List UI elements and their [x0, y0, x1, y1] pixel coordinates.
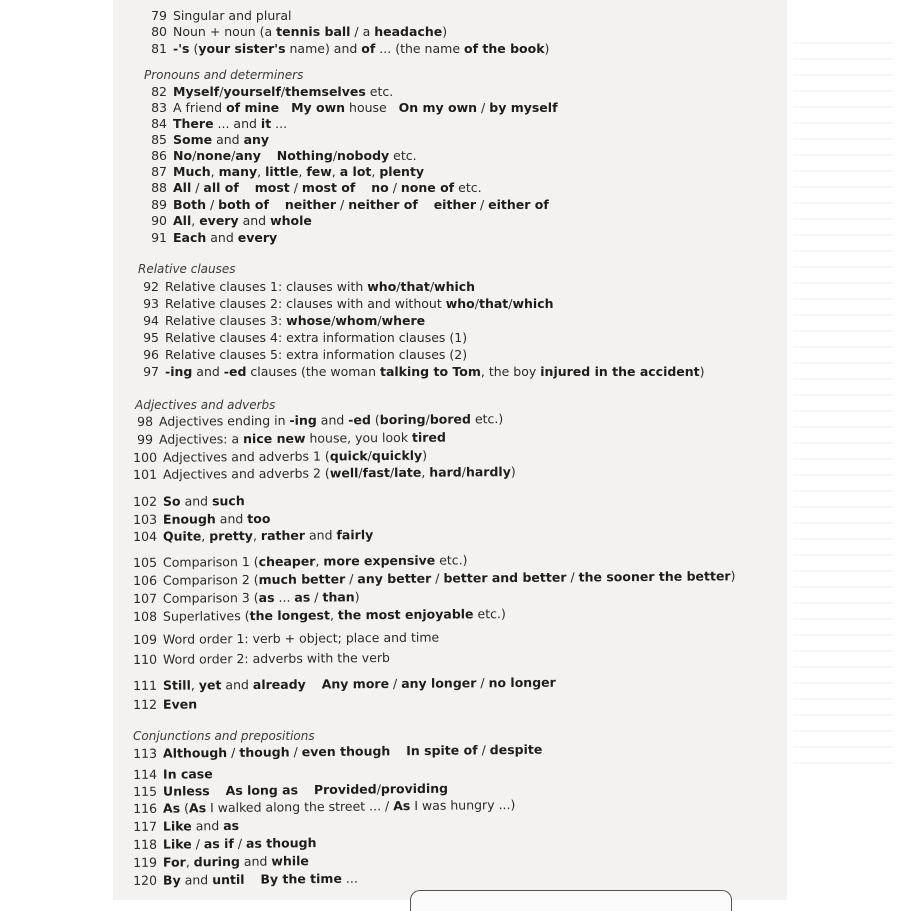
unit-entry	[142, 296, 554, 311]
unit-number: 82	[151, 84, 167, 99]
unit-entry	[150, 180, 482, 195]
unit-entry	[132, 696, 197, 712]
unit-entry	[136, 411, 503, 429]
unit-entry	[132, 835, 317, 852]
unit-title: As (As I walked along the street ... / As I was hungry ...)	[162, 796, 516, 816]
unit-number: 83	[151, 100, 167, 115]
unit-number: 93	[143, 296, 159, 311]
unit-title: All, every and whole	[173, 213, 312, 228]
unit-number: 96	[143, 347, 159, 362]
section-title: Relative clauses	[138, 262, 236, 276]
unit-number: 79	[151, 8, 167, 23]
unit-title: Some and any	[173, 132, 270, 147]
unit-entry	[150, 132, 269, 147]
unit-title: Both / both of neither / neither of either / either of	[173, 197, 549, 212]
unit-number: 111	[133, 677, 158, 693]
unit-title: Adjectives: a nice new house, you look tired	[158, 429, 446, 447]
unit-number: 99	[137, 431, 154, 447]
unit-entry	[132, 853, 309, 870]
unit-number: 88	[151, 180, 167, 195]
unit-entry	[132, 650, 390, 667]
unit-title: No/none/any Nothing/nobody etc.	[173, 148, 417, 163]
unit-title: Adjectives and adverbs 2 (well/fast/late, hard/hardly)	[162, 463, 516, 482]
unit-entry	[150, 164, 424, 179]
unit-title: Although / though / even though In spite of / despite	[162, 741, 543, 761]
unit-title: Unless As long as Provided/providing	[162, 780, 449, 799]
unit-number: 84	[151, 116, 167, 131]
unit-number: 98	[137, 413, 154, 429]
unit-entry	[136, 430, 446, 447]
unit-entry	[150, 148, 417, 163]
unit-entry	[132, 527, 373, 544]
unit-number: 94	[143, 313, 159, 328]
unit-entry	[132, 552, 468, 570]
unit-number: 80	[151, 24, 167, 39]
unit-title: Like and as	[162, 817, 240, 834]
section-title: Pronouns and determiners	[144, 68, 304, 82]
unit-title: Even	[162, 696, 198, 712]
unit-number: 112	[133, 696, 158, 712]
unit-entry	[132, 630, 439, 647]
unit-number: 118	[133, 836, 158, 852]
unit-title: There ... and it ...	[173, 116, 288, 131]
unit-entry	[150, 84, 393, 99]
unit-title: Myself/yourself/themselves etc.	[173, 84, 394, 99]
unit-entry	[150, 197, 549, 212]
unit-title: Adjectives ending in -ing and -ed (boring/bored etc.)	[158, 411, 504, 429]
unit-entry	[150, 41, 549, 56]
unit-entry	[132, 818, 239, 834]
unit-title: Enough and too	[162, 510, 271, 527]
unit-number: 86	[151, 148, 167, 163]
unit-title: So and such	[162, 493, 245, 509]
unit-title: Word order 1: verb + object; place and time	[162, 629, 440, 647]
unit-title: Quite, pretty, rather and fairly	[162, 527, 374, 544]
unit-entry	[142, 330, 467, 345]
unit-title: -ing and -ed clauses (the woman talking to Tom, the boy injured in the accident)	[165, 364, 705, 379]
unit-number: 89	[151, 197, 167, 212]
unit-title: A friend of mine My own house On my own / by myself	[173, 100, 558, 115]
unit-entry	[132, 606, 506, 624]
section-title: Adjectives and adverbs	[135, 398, 276, 412]
unit-number: 120	[133, 872, 158, 888]
unit-entry	[150, 213, 312, 228]
unit-entry	[150, 24, 447, 39]
unit-title: Word order 2: adverbs with the verb	[162, 649, 390, 667]
unit-number: 108	[133, 608, 158, 624]
unit-number: 103	[133, 511, 158, 527]
unit-number: 116	[133, 800, 158, 816]
unit-title: -'s (your sister's name) and of ... (the name of the book)	[173, 41, 550, 56]
bleed-through-text	[793, 28, 893, 768]
section-title: Conjunctions and prepositions	[133, 729, 315, 743]
unit-title: Adjectives and adverbs 1 (quick/quickly)	[162, 447, 428, 465]
unit-number: 109	[133, 631, 158, 647]
unit-number: 100	[133, 449, 158, 465]
unit-number: 91	[151, 230, 167, 245]
unit-entry	[132, 448, 427, 465]
unit-entry	[150, 100, 558, 115]
unit-title: Comparison 1 (cheaper, more expensive etc.)	[162, 552, 468, 570]
unit-entry	[142, 279, 475, 294]
unit-number: 102	[133, 493, 158, 509]
unit-number: 119	[133, 854, 158, 870]
unit-number: 87	[151, 164, 167, 179]
page-tab	[410, 890, 732, 911]
unit-number: 101	[133, 466, 158, 482]
unit-title: In case	[162, 766, 213, 782]
unit-entry	[132, 871, 358, 888]
unit-title: All / all of most / most of no / none of etc.	[173, 180, 482, 195]
unit-number: 114	[133, 766, 158, 782]
unit-entry	[142, 347, 467, 362]
unit-title: Comparison 2 (much better / any better / better and better / the sooner the better)	[162, 568, 736, 588]
unit-title: Still, yet and already Any more / any longer / no longer	[162, 674, 556, 693]
unit-number: 90	[151, 213, 167, 228]
unit-entry	[150, 230, 277, 245]
unit-title: Relative clauses 4: extra information clauses (1)	[165, 330, 468, 345]
unit-number: 81	[151, 41, 167, 56]
unit-entry	[142, 364, 705, 379]
unit-number: 106	[133, 572, 158, 588]
unit-title: Comparison 3 (as ... as / than)	[162, 589, 360, 606]
unit-entry	[132, 589, 360, 606]
unit-entry	[142, 313, 425, 328]
unit-number: 113	[133, 745, 158, 761]
unit-number: 92	[143, 279, 159, 294]
unit-entry	[150, 8, 292, 23]
unit-number: 115	[133, 783, 158, 799]
unit-entry	[132, 464, 516, 482]
unit-number: 104	[133, 528, 158, 544]
unit-title: By and until By the time ...	[162, 870, 358, 888]
unit-title: Superlatives (the longest, the most enjoyable etc.)	[162, 606, 506, 624]
unit-number: 105	[133, 554, 158, 570]
unit-number: 95	[143, 330, 159, 345]
unit-entry	[132, 766, 213, 782]
unit-title: Like / as if / as though	[162, 835, 317, 852]
unit-number: 97	[143, 364, 159, 379]
unit-title: Relative clauses 1: clauses with who/that/which	[165, 279, 476, 294]
unit-title: For, during and while	[162, 853, 309, 870]
unit-number: 110	[133, 651, 158, 667]
unit-title: Singular and plural	[173, 8, 292, 23]
unit-title: Relative clauses 3: whose/whom/where	[165, 313, 426, 328]
unit-title: Noun + noun (a tennis ball / a headache)	[173, 24, 448, 39]
unit-title: Much, many, little, few, a lot, plenty	[173, 164, 425, 179]
unit-entry	[150, 116, 287, 131]
unit-entry	[132, 511, 271, 527]
unit-number: 85	[151, 132, 167, 147]
unit-number: 107	[133, 590, 158, 606]
unit-number: 117	[133, 818, 158, 834]
unit-title: Relative clauses 2: clauses with and without who/that/which	[165, 296, 554, 311]
unit-entry	[132, 493, 245, 509]
unit-title: Relative clauses 5: extra information clauses (2)	[165, 347, 468, 362]
unit-title: Each and every	[173, 230, 278, 245]
